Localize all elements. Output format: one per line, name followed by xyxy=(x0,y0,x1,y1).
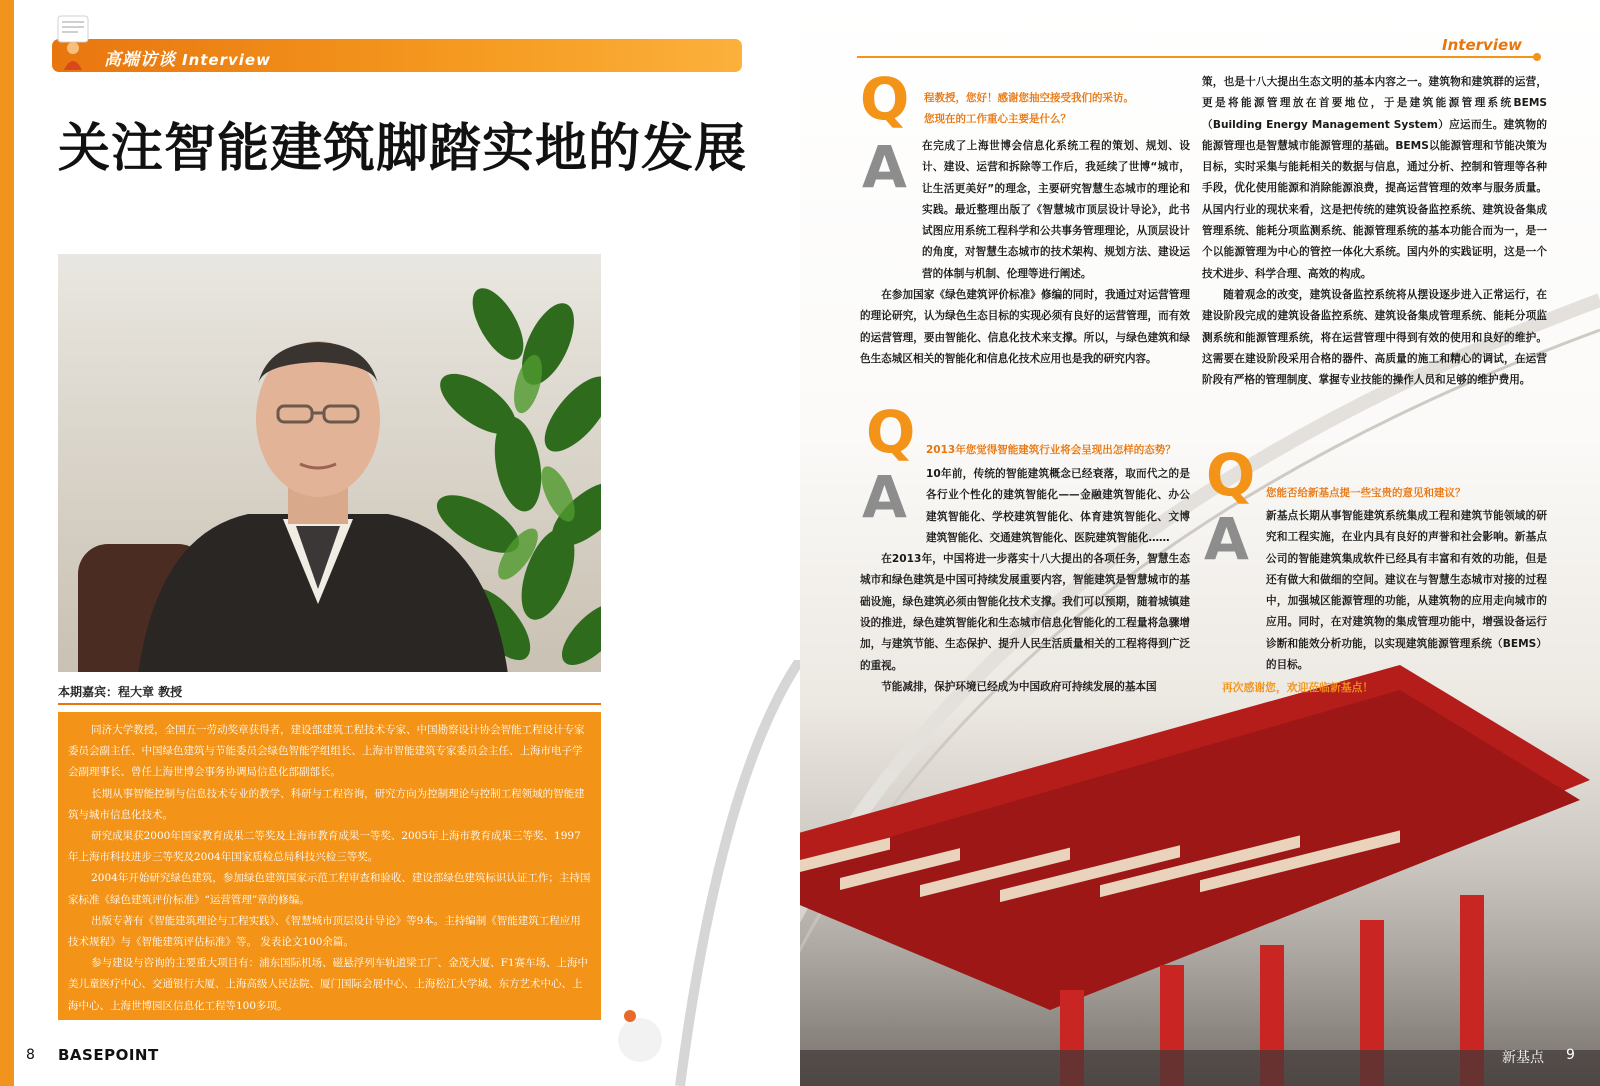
header-rule-dot xyxy=(1533,53,1541,61)
bio-paragraph: 参与建设与咨询的主要重大项目有：浦东国际机场、磁悬浮列车轨道梁工厂、金茂大厦、F1赛车场、上海中美儿童医疗中心、交通银行大厦、上海高级人民法院、厦门国际会展中心、上海松江大学城、东方艺术中心、上海中心、上海世博园区信息化工程等100多项。 xyxy=(68,957,589,1012)
question-1 xyxy=(924,88,1134,130)
left-edge-stripe xyxy=(0,0,14,1086)
answer-1 xyxy=(860,133,1190,370)
answer-2-paragraph-2: 在2013年，中国将进一步落实十八大提出的各项任务，智慧生态城市和绿色建筑是中国可持续发展重要内容，智能建筑是智慧城市的基础设施，绿色建筑必须由智能化技术支撑。我们可以预期，随着城镇建设的推进，绿色建筑智能化和生态城市信息化智能化的工程量将急骤增加，与建筑节能、生态保护、提升人民生活质量相关的工程将得到广泛的重视。 xyxy=(860,553,1190,672)
question-q1-mark: Q xyxy=(860,65,910,133)
bio-paragraph: 同济大学教授，全国五一劳动奖章获得者，建设部建筑工程技术专家、中国勘察设计协会智能工程设计专家委员会副主任、中国绿色建筑与节能委员会绿色智能学组组长、上海市智能建筑专家委员会主任、上海市电子学会副理事长、曾任上海世博会事务协调局信息化部副部长。 xyxy=(68,724,585,779)
guest-caption: 本期嘉宾：程大章 教授 xyxy=(58,685,183,699)
question-q3-mark: Q xyxy=(1206,441,1256,509)
article-title: 关注智能建筑脚踏实地的发展 xyxy=(58,119,748,179)
bio-paragraph: 出版专著有《智能建筑理论与工程实践》、《智慧城市顶层设计导论》等9本。主持编制《智能建筑工程应用技术规程》与《智能建筑评估标准》等。 发表论文100余篇。 xyxy=(68,914,581,949)
answer-2-paragraph-3: 节能减排，保护环境已经成为中国政府可持续发展的基本国 xyxy=(881,680,1157,693)
answer-a3-mark: A xyxy=(1204,505,1249,573)
bio-paragraph: 2004年开始研究绿色建筑，参加绿色建筑国家示范工程审查和验收、建设部绿色建筑标识认证工作；主持国家标准《绿色建筑评价标准》“运营管理”章的修编。 xyxy=(68,872,591,906)
section-title xyxy=(104,45,271,70)
answer-2-continued-paragraph-2: 随着观念的改变，建筑设备监控系统将从摆设逐步进入正常运行，在建设阶段完成的建筑设备监控系统、建筑设备集成管理系统、能耗分项监测系统和能源管理系统，将在运营管理中得到有效的使用和良好的维护。这需要在建设阶段采用合格的器件、高质量的施工和精心的调试，在运营阶段有严格的管理制度、掌握专业技能的操作人员和足够的维护费用。 xyxy=(1202,288,1547,387)
section-title-en: Interview xyxy=(182,51,271,69)
answer-2 xyxy=(860,464,1190,698)
page-number-right: 9 xyxy=(1566,1047,1575,1063)
caption-rule xyxy=(58,703,601,705)
photo-person xyxy=(118,314,518,672)
answer-a1-mark: A xyxy=(862,133,907,201)
question-1-line-1: 程教授，您好！感谢您抽空接受我们的采访。 xyxy=(924,92,1134,104)
interview-tag: Interview xyxy=(1442,36,1522,54)
answer-a2-mark: A xyxy=(862,463,907,531)
closing-thanks: 再次感谢您，欢迎莅临新基点！ xyxy=(1222,681,1374,694)
guest-bio-box xyxy=(58,712,601,1020)
answer-1-paragraph-1: 在完成了上海世博会信息化系统工程的策划、规划、设计、建设、运营和拆除等工作后，我延续了世博“城市，让生活更美好”的理念，主要研究智慧生态城市的理论和实践。最近整理出版了《智慧城市顶层设计导论》，此书试图应用系统工程科学和公共事务管理理论，从顶层设计的角度，对智慧生态城市的技术架构、规划方法、建设运营的体制与机制、伦理等进行阐述。 xyxy=(922,140,1190,280)
answer-1-paragraph-2: 在参加国家《绿色建筑评价标准》修编的同时，我通过对运营管理的理论研究，认为绿色生态目标的实现必须有良好的运营管理，而有效的运营管理，要由智能化、信息化技术来支撑。所以，与绿色建筑和绿色生态城区相关的智能化和信息化技术应用也是我的研究内容。 xyxy=(860,289,1190,365)
question-2: 2013年您觉得智能建筑行业将会呈现出怎样的态势？ xyxy=(926,444,1176,456)
guest-photo xyxy=(58,254,601,672)
answer-2-paragraph-1: 10年前，传统的智能建筑概念已经衰落，取而代之的是各行业个性化的建筑智能化——金融建筑智能化、办公建筑智能化、学校建筑智能化、体育建筑智能化、文博建筑智能化、交通建筑智能化、医院建筑智能化…… xyxy=(926,468,1190,544)
answer-2-continued xyxy=(1202,72,1547,391)
interview-logo-icon xyxy=(56,14,92,72)
bio-paragraph: 长期从事智能控制与信息技术专业的教学、科研与工程咨询，研究方向为控制理论与控制工程领域的智能建筑与城市信息化技术。 xyxy=(68,787,585,821)
bio-paragraph: 研究成果获2000年国家教育成果二等奖及上海市教育成果一等奖、2005年上海市教育成果三等奖、1997年上海市科技进步三等奖及2004年国家质检总局科技兴检三等奖。 xyxy=(68,830,581,864)
header-rule xyxy=(857,56,1537,58)
page-number-left: 8 xyxy=(26,1047,35,1063)
background-arch-art xyxy=(600,660,800,1086)
question-3: 您能否给新基点提一些宝贵的意见和建议？ xyxy=(1266,487,1466,499)
answer-2-continued-paragraph-1: 策，也是十八大提出生态文明的基本内容之一。建筑物和建筑群的运营，更是将能源管理放在首要地位，于是建筑能源管理系统BEMS（Building Energy Management System）应运而生。建筑物的能源管理也是智慧城市能源管理的基础。BEMS以能源管理和节能决策为目标，实时采集与能耗相关的数据与信息，通过分析、控制和管理等各种手段，优化使用能源和消除能源浪费，提高运营管理的效率与服务质量。从国内行业的现状来看，这是把传统的建筑设备监控系统、建筑设备集成管理系统、能耗分项监测系统、能源管理系统的基本功能合而为一，是一个以能源管理为中心的管控一体化大系统。国内外的实践证明，这是一个技术进步、科学合理、高效的构成。 xyxy=(1202,76,1547,280)
answer-3 xyxy=(1202,506,1547,676)
answer-3-paragraph-1: 新基点长期从事智能建筑系统集成工程和建筑节能领域的研究和工程实施，在业内具有良好的声誉和社会影响。新基点公司的智能建筑集成软件已经具有丰富和有效的功能，但是还有做大和做细的空间。建议在与智慧生态城市对接的过程中，加强城区能源管理的功能，从建筑物的应用走向城市的应用。同时，在对建筑物的集成管理功能中，增强设备运行诊断和能效分析功能，以实现建筑能源管理系统（BEMS）的目标。 xyxy=(1266,510,1547,672)
question-1-line-2: 您现在的工作重心主要是什么？ xyxy=(924,113,1071,125)
brand-name-left: BASEPOINT xyxy=(58,1046,159,1064)
brand-name-right: 新基点 xyxy=(1502,1050,1544,1066)
section-title-cn: 高端访谈 xyxy=(104,50,176,70)
question-q2-mark: Q xyxy=(866,398,916,466)
